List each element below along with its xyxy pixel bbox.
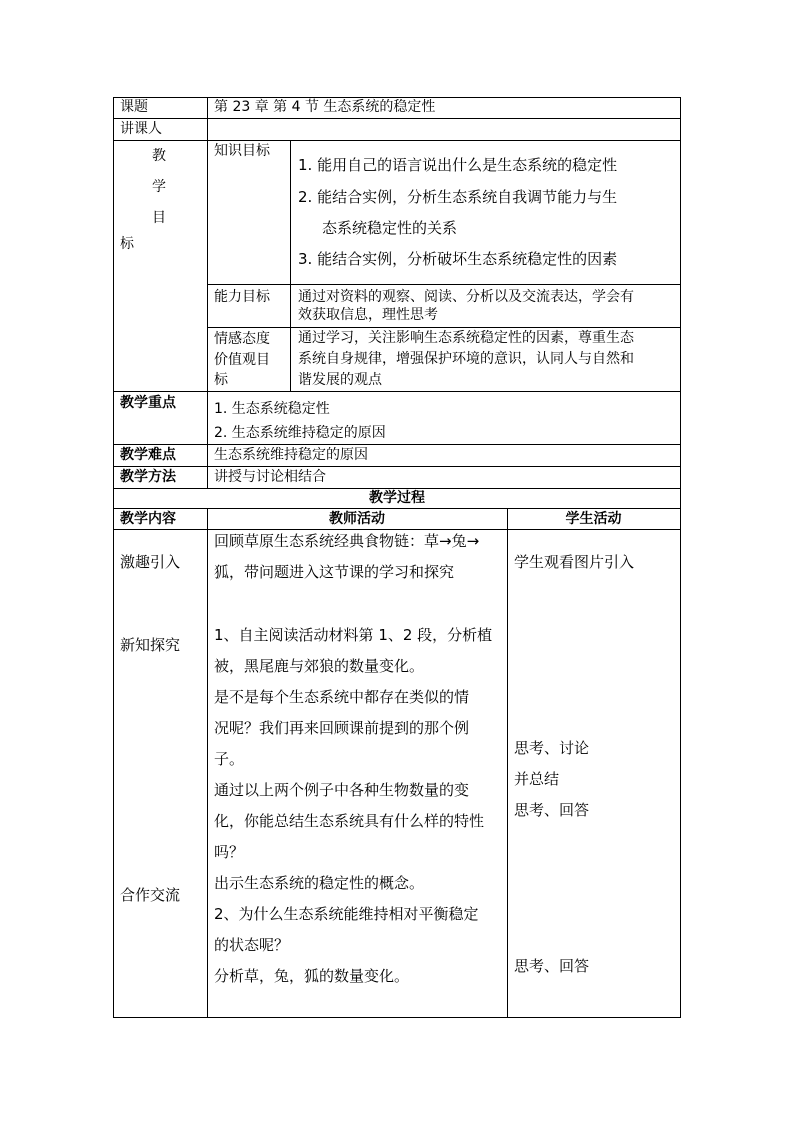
divider-col-main-lower — [207, 508, 208, 1018]
emotion-goal-label: 价值观目 — [214, 352, 270, 368]
goals-label-char-1: 教 — [152, 148, 166, 164]
content-stage: 激趣引入 — [120, 553, 181, 571]
knowledge-goal-item: 态系统稳定性的关系 — [322, 219, 458, 237]
teacher-line: 的状态呢？ — [214, 936, 290, 954]
goals-label-char-3: 目 — [152, 210, 166, 226]
difficulty-label: 教学难点 — [120, 447, 176, 463]
goals-label-char-2: 学 — [152, 179, 166, 195]
content-stage: 合作交流 — [120, 886, 181, 904]
knowledge-goal-item: 2. 能结合实例，分析生态系统自我调节能力与生 — [298, 188, 618, 206]
knowledge-goal-item: 3. 能结合实例，分析破坏生态系统稳定性的因素 — [298, 250, 618, 268]
emotion-goal-line: 系统自身规律，增强保护环境的意识，认同人与自然和 — [298, 351, 634, 367]
teacher-line: 出示生态系统的稳定性的概念。 — [214, 874, 425, 892]
row-line-1 — [113, 118, 681, 119]
teacher-line: 狐，带问题进入这节课的学习和探究 — [214, 563, 455, 581]
content-stage: 新知探究 — [120, 636, 181, 654]
lecturer-label: 讲课人 — [120, 121, 162, 137]
emotion-goal-line: 通过学习，关注影响生态系统稳定性的因素，尊重生态 — [298, 330, 634, 346]
row-line-keypoints-end — [113, 444, 681, 445]
topic-label: 课题 — [120, 99, 148, 115]
method-label: 教学方法 — [120, 469, 176, 485]
table-border-left — [113, 97, 114, 1018]
table-border-bottom — [113, 1017, 681, 1018]
table-border-right — [680, 97, 681, 1018]
student-line: 思考、回答 — [514, 957, 590, 975]
topic-value: 第 23 章 第 4 节 生态系统的稳定性 — [214, 99, 436, 115]
divider-col-main — [207, 97, 208, 488]
emotion-goal-label: 情感态度 — [214, 331, 270, 347]
method-value: 讲授与讨论相结合 — [214, 469, 326, 485]
emotion-goal-label: 标 — [214, 372, 228, 388]
key-point-item: 2. 生态系统维持稳定的原因 — [214, 425, 386, 441]
row-line-process-title-end — [113, 508, 681, 509]
teacher-line: 回顾草原生态系统经典食物链：草→兔→ — [214, 532, 480, 550]
knowledge-goal-item: 1. 能用自己的语言说出什么是生态系统的稳定性 — [298, 156, 618, 174]
row-line-difficulty-end — [113, 466, 681, 467]
row-line-goals-end — [113, 391, 681, 392]
teacher-line: 通过以上两个例子中各种生物数量的变 — [214, 781, 470, 799]
goals-label-char-4: 标 — [120, 236, 134, 252]
knowledge-goal-label: 知识目标 — [214, 143, 270, 159]
teacher-line: 子。 — [214, 750, 245, 768]
row-line-header-end — [113, 529, 681, 530]
ability-goal-line: 通过对资料的观察、阅读、分析以及交流表达，学会有 — [298, 289, 634, 305]
ability-goal-label: 能力目标 — [214, 289, 270, 305]
key-points-label: 教学重点 — [120, 395, 176, 411]
teacher-line: 是不是每个生态系统中都存在类似的情 — [214, 688, 470, 706]
header-student: 学生活动 — [565, 511, 622, 527]
teacher-line: 1、自主阅读活动材料第 1、2 段，分析植 — [214, 626, 493, 644]
student-line: 学生观看图片引入 — [514, 553, 635, 571]
row-line-knowledge — [207, 284, 681, 285]
teacher-line: 被，黑尾鹿与郊狼的数量变化。 — [214, 657, 425, 675]
teacher-line: 吗？ — [214, 843, 245, 861]
student-line: 并总结 — [514, 770, 560, 788]
header-teacher: 教师活动 — [329, 511, 385, 527]
student-line: 思考、讨论 — [514, 739, 590, 757]
teacher-line: 化，你能总结生态系统具有什么样的特性 — [214, 812, 485, 830]
row-line-2 — [113, 140, 681, 141]
teacher-line: 2、为什么生态系统能维持相对平衡稳定 — [214, 905, 479, 923]
row-line-ability — [207, 327, 681, 328]
ability-goal-line: 效获取信息，理性思考 — [298, 307, 438, 323]
emotion-goal-line: 谐发展的观点 — [298, 372, 382, 388]
key-point-item: 1. 生态系统稳定性 — [214, 401, 330, 417]
teacher-line: 分析草，兔，狐的数量变化。 — [214, 967, 410, 985]
divider-col-student — [507, 508, 508, 1018]
divider-goals-sub — [290, 140, 291, 391]
process-title: 教学过程 — [369, 490, 425, 506]
student-line: 思考、回答 — [514, 801, 590, 819]
difficulty-value: 生态系统维持稳定的原因 — [214, 447, 368, 463]
teacher-line: 况呢？我们再来回顾课前提到的那个例 — [214, 719, 470, 737]
header-content: 教学内容 — [120, 511, 176, 527]
